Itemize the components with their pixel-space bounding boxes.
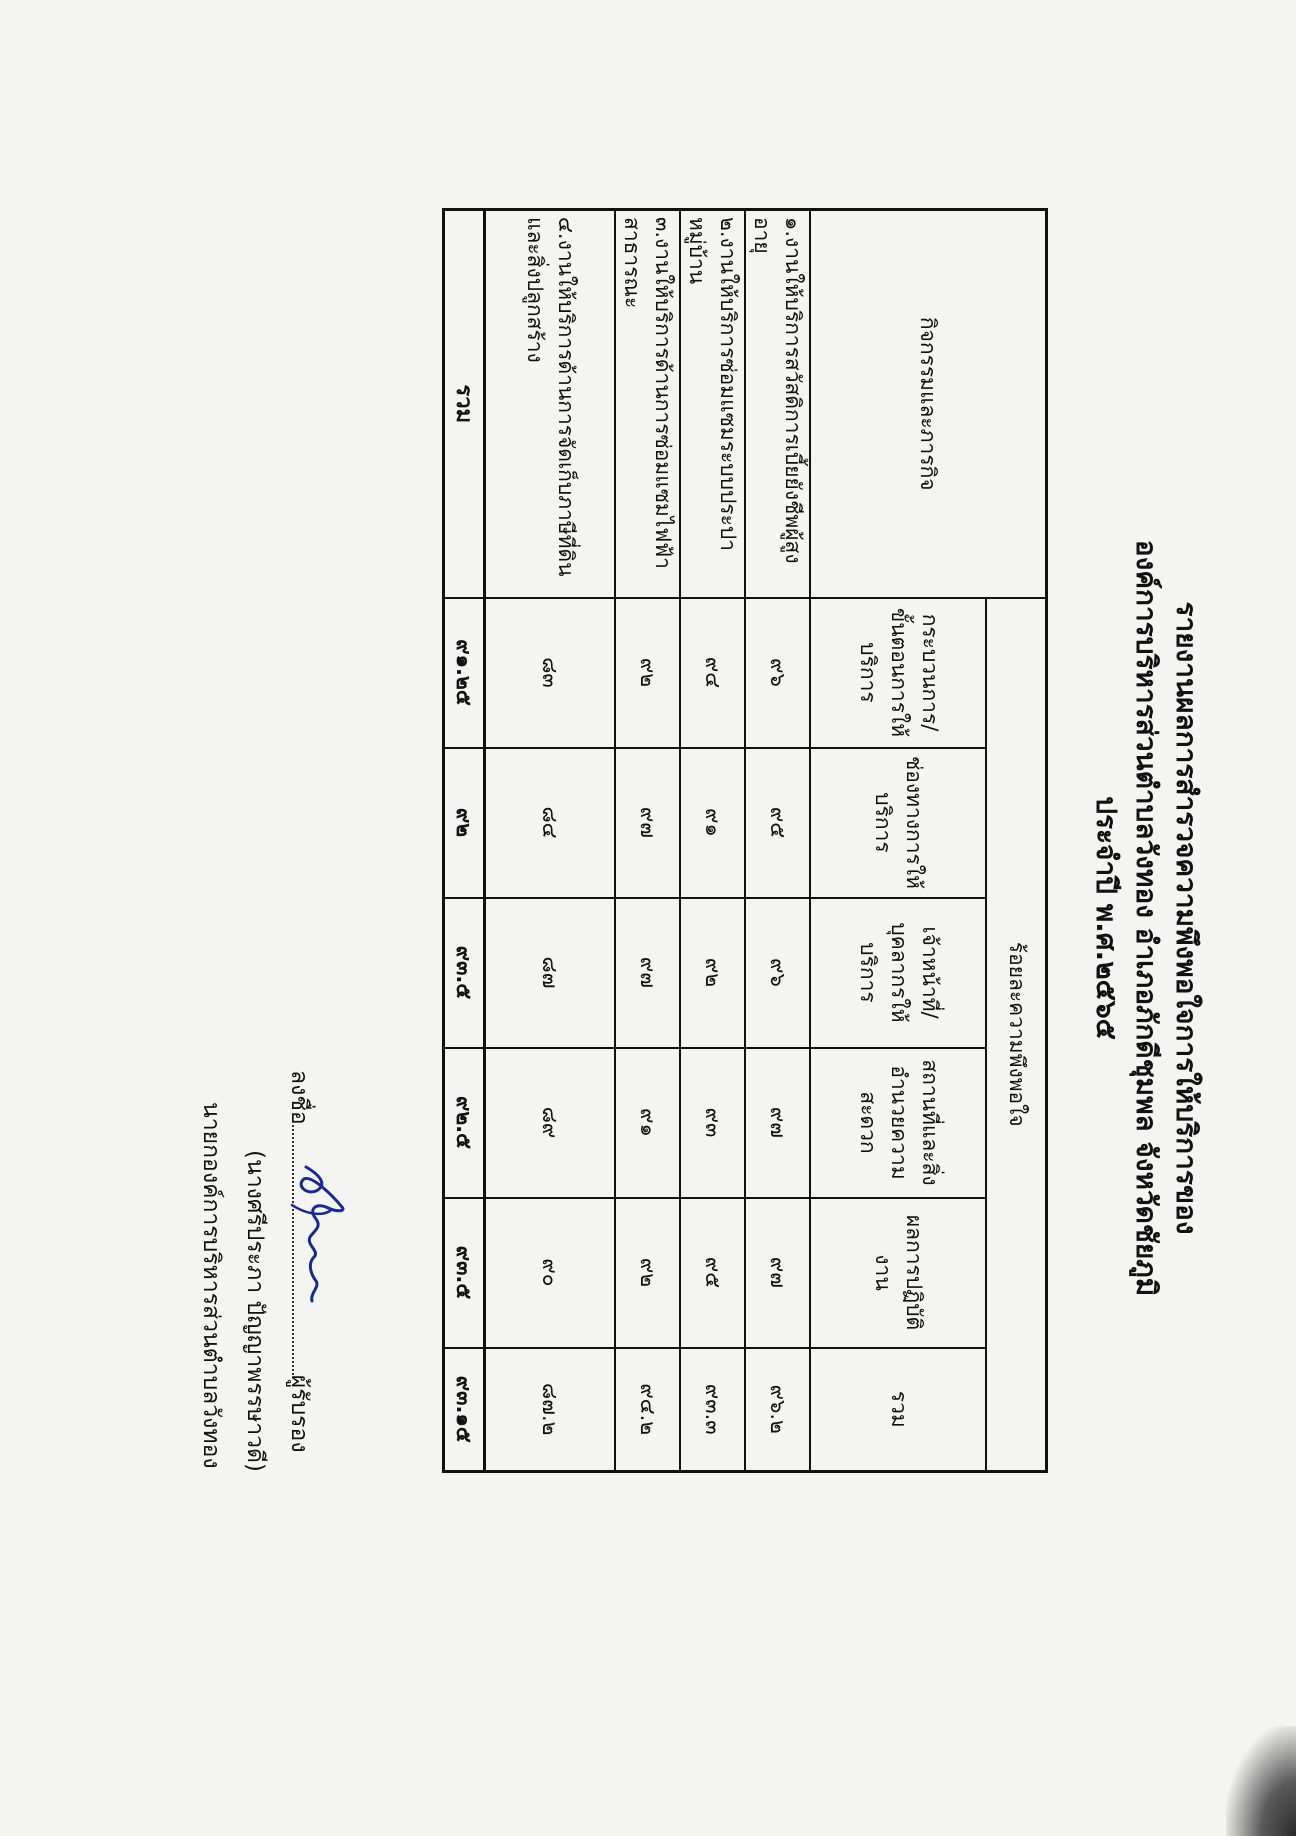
signer-position: นายกองค์การบริหารส่วนตำบลวังทอง <box>198 1102 224 1469</box>
signature-dotted-line <box>292 1125 316 1375</box>
activity-header: กิจกรรมและภารกิจ <box>810 210 1047 598</box>
value-cell: ๘๗ <box>485 898 616 1048</box>
activity-cell: ๓.งานให้บริการด้านการซ่อมแซมไฟฟ้าสาธารณะ <box>615 210 680 598</box>
total-row <box>444 210 485 1472</box>
table-row <box>680 210 745 1472</box>
total-value: ๙๑.๒๕ <box>444 598 485 748</box>
satisfaction-group-header: ร้อยละความพึงพอใจ <box>986 598 1046 1472</box>
value-cell: ๘๔ <box>485 748 616 898</box>
column-header-staff: เจ้าหน้าที่/บุคลากรให้บริการ <box>810 898 986 1048</box>
value-cell: ๙๓ <box>680 1048 745 1198</box>
total-value: ๙๒.๕ <box>444 1048 485 1198</box>
handwritten-signature <box>288 1161 350 1311</box>
value-cell: ๙๒ <box>615 598 680 748</box>
value-cell: ๙๗ <box>745 1048 810 1198</box>
value-cell: ๙๗ <box>745 1198 810 1348</box>
value-cell: ๙๖ <box>745 598 810 748</box>
column-header-channel: ช่องทางการให้บริการ <box>810 748 986 898</box>
title-line-1: รายงานผลการสำรวจความพึงพอใจการให้บริการของ <box>1170 601 1203 1235</box>
value-cell: ๙๕ <box>680 1198 745 1348</box>
title-line-2: องค์การบริหารส่วนตำบลวังทอง อำเภอภักดีชุมพล จังหวัดชัยภูมิ <box>1130 539 1163 1297</box>
value-cell: ๘๓ <box>485 598 616 748</box>
satisfaction-table <box>442 208 1048 1473</box>
activity-cell: ๑.งานให้บริการสวัสดิการเบี้ยยังชีพผู้สูงอายุ <box>745 210 810 598</box>
value-cell: ๙๗ <box>615 898 680 1048</box>
sum-cell: ๙๖.๒ <box>745 1348 810 1472</box>
column-header-facility: สถานที่และสิ่งอำนวยความสะดวก <box>810 1048 986 1198</box>
total-sum: ๙๓.๑๕ <box>444 1348 485 1472</box>
value-cell: ๙๗ <box>615 748 680 898</box>
signer-name: (นางศรีประภา ปัญญาพรรษาวดี) <box>242 1150 268 1472</box>
value-cell: ๙๒ <box>615 1198 680 1348</box>
table-row <box>615 210 680 1472</box>
page-corner-shadow <box>1226 1726 1296 1836</box>
total-label: รวม <box>444 210 485 598</box>
value-cell: ๙๑ <box>615 1048 680 1198</box>
signature-line <box>277 1070 321 1590</box>
sum-cell: ๘๗.๒ <box>485 1348 616 1472</box>
value-cell: ๙๕ <box>745 748 810 898</box>
sum-cell: ๙๔.๒ <box>615 1348 680 1472</box>
value-cell: ๙๖ <box>745 898 810 1048</box>
activity-cell: ๔.งานให้บริการด้านการจัดเก็บภาษีที่ดินและสิ่งปลูกสร้าง <box>485 210 616 598</box>
column-header-process: กระบวนการ/ขั้นตอนการให้บริการ <box>810 598 986 748</box>
title-line-3: ประจำปี พ.ศ.๒๕๖๕ <box>1090 796 1123 1040</box>
column-header-performance: ผลการปฏิบัติงาน <box>810 1198 986 1348</box>
report-title <box>1086 0 1206 1836</box>
total-value: ๙๓.๕ <box>444 898 485 1048</box>
total-value: ๙๓.๕ <box>444 1198 485 1348</box>
column-header-sum: รวม <box>810 1348 986 1472</box>
table-row <box>485 210 616 1472</box>
signature-block <box>189 1070 321 1590</box>
value-cell: ๙๒ <box>680 898 745 1048</box>
table-row <box>745 210 810 1472</box>
total-value: ๙๒ <box>444 748 485 898</box>
value-cell: ๙๔ <box>680 598 745 748</box>
value-cell: ๙๐ <box>485 1198 616 1348</box>
value-cell: ๘๙ <box>485 1048 616 1198</box>
value-cell: ๙๑ <box>680 748 745 898</box>
signature-prefix: ลงชื่อ <box>286 1070 312 1125</box>
sum-cell: ๙๓.๓ <box>680 1348 745 1472</box>
activity-cell: ๒.งานให้บริการซ่อมแซมระบบประปาหมู่บ้าน <box>680 210 745 598</box>
signature-suffix: ผู้รับรอง <box>286 1374 312 1453</box>
